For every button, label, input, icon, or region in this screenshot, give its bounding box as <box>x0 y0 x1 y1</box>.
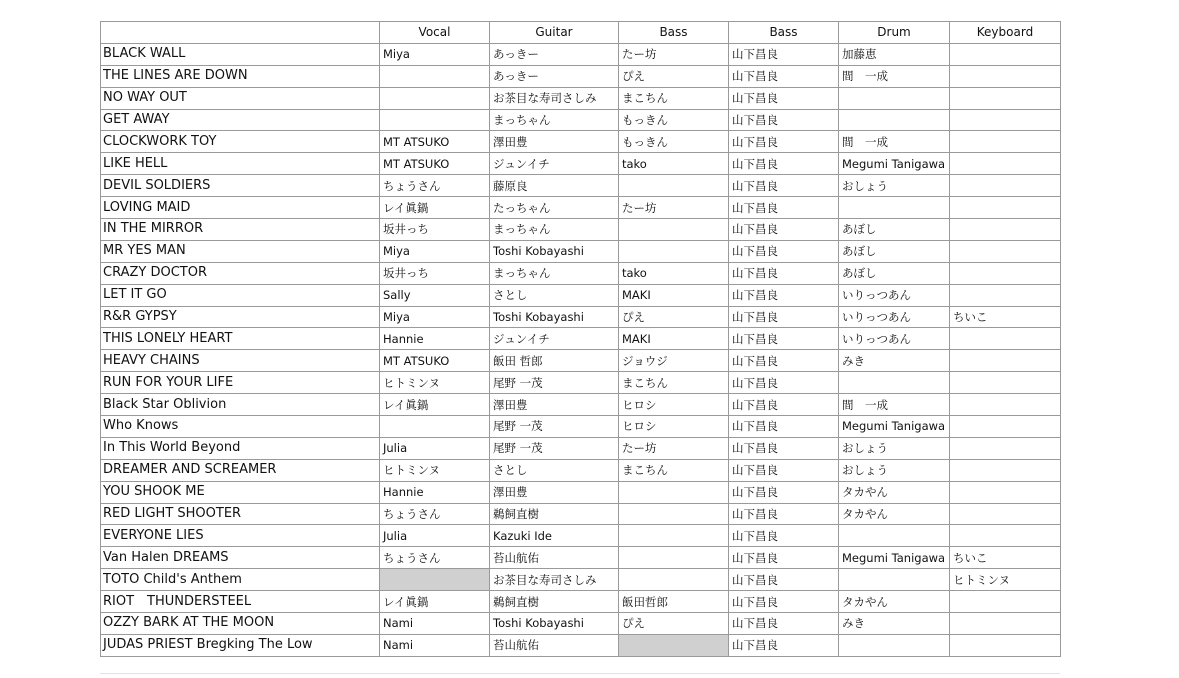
song-cell[interactable]: BLACK WALL <box>101 43 380 65</box>
keyboard-cell[interactable] <box>950 350 1061 372</box>
header-bass-1[interactable]: Bass <box>619 22 729 44</box>
drum-cell[interactable]: タカやん <box>839 481 950 503</box>
drum-cell[interactable] <box>839 525 950 547</box>
guitar-cell[interactable]: Toshi Kobayashi <box>490 613 619 635</box>
table-row <box>101 65 1061 87</box>
drum-cell[interactable]: 間 一成 <box>839 65 950 87</box>
song-cell[interactable]: GET AWAY <box>101 109 380 131</box>
bass-2-cell[interactable]: 山下昌良 <box>729 634 839 656</box>
bass-1-cell[interactable] <box>619 481 729 503</box>
guitar-cell[interactable]: 尾野 一茂 <box>490 372 619 394</box>
bass-2-cell[interactable]: 山下昌良 <box>729 197 839 219</box>
bass-1-cell[interactable] <box>619 175 729 197</box>
bass-2-cell[interactable]: 山下昌良 <box>729 219 839 241</box>
bass-1-cell[interactable] <box>619 240 729 262</box>
bass-2-cell[interactable]: 山下昌良 <box>729 262 839 284</box>
vocal-cell[interactable]: Hannie <box>380 481 490 503</box>
table-row <box>101 634 1061 656</box>
table-row <box>101 131 1061 153</box>
drum-cell[interactable]: タカやん <box>839 591 950 613</box>
guitar-cell[interactable]: 苔山航佑 <box>490 547 619 569</box>
bass-2-cell[interactable]: 山下昌良 <box>729 394 839 416</box>
table-body <box>101 43 1061 656</box>
guitar-cell[interactable]: 鵜飼直樹 <box>490 503 619 525</box>
song-cell[interactable]: YOU SHOOK ME <box>101 481 380 503</box>
vocal-cell[interactable]: Miya <box>380 240 490 262</box>
bass-2-cell[interactable]: 山下昌良 <box>729 306 839 328</box>
vocal-cell[interactable]: Nami <box>380 613 490 635</box>
vocal-cell[interactable]: ヒトミンヌ <box>380 459 490 481</box>
guitar-cell[interactable]: お茶目な寿司さしみ <box>490 569 619 591</box>
guitar-cell[interactable]: 飯田 哲郎 <box>490 350 619 372</box>
bass-1-cell[interactable] <box>619 219 729 241</box>
vocal-cell[interactable]: レイ眞鍋 <box>380 197 490 219</box>
table-row <box>101 503 1061 525</box>
table-row <box>101 591 1061 613</box>
drum-cell[interactable]: Megumi Tanigawa <box>839 547 950 569</box>
bass-1-cell[interactable] <box>619 569 729 591</box>
bass-2-cell[interactable]: 山下昌良 <box>729 547 839 569</box>
song-cell[interactable]: DEVIL SOLDIERS <box>101 175 380 197</box>
guitar-cell[interactable]: ジュンイチ <box>490 153 619 175</box>
table-row <box>101 262 1061 284</box>
bass-1-cell[interactable]: たー坊 <box>619 197 729 219</box>
song-cell[interactable]: Black Star Oblivion <box>101 394 380 416</box>
guitar-cell[interactable]: 澤田豊 <box>490 131 619 153</box>
vocal-cell[interactable]: Julia <box>380 525 490 547</box>
drum-cell[interactable]: 間 一成 <box>839 394 950 416</box>
table-row <box>101 350 1061 372</box>
song-cell[interactable]: LIKE HELL <box>101 153 380 175</box>
header-song[interactable] <box>101 22 380 44</box>
guitar-cell[interactable]: 藤原良 <box>490 175 619 197</box>
guitar-cell[interactable]: あっきー <box>490 43 619 65</box>
keyboard-cell[interactable]: ちいこ <box>950 306 1061 328</box>
header-vocal[interactable]: Vocal <box>380 22 490 44</box>
bass-1-cell[interactable]: ジョウジ <box>619 350 729 372</box>
song-cell[interactable]: RED LIGHT SHOOTER <box>101 503 380 525</box>
table-row <box>101 372 1061 394</box>
drum-cell[interactable] <box>839 372 950 394</box>
vocal-cell[interactable]: MT ATSUKO <box>380 131 490 153</box>
song-cell[interactable]: R&R GYPSY <box>101 306 380 328</box>
vocal-cell[interactable]: MT ATSUKO <box>380 153 490 175</box>
header-row <box>101 22 1061 44</box>
song-cell[interactable]: LET IT GO <box>101 284 380 306</box>
bass-1-cell[interactable]: 飯田哲郎 <box>619 591 729 613</box>
vocal-cell[interactable] <box>380 65 490 87</box>
drum-cell[interactable] <box>839 197 950 219</box>
bass-2-cell[interactable]: 山下昌良 <box>729 65 839 87</box>
guitar-cell[interactable]: 尾野 一茂 <box>490 437 619 459</box>
drum-cell[interactable] <box>839 87 950 109</box>
song-cell[interactable]: DREAMER AND SCREAMER <box>101 459 380 481</box>
bass-2-cell[interactable]: 山下昌良 <box>729 459 839 481</box>
drum-cell[interactable]: みき <box>839 350 950 372</box>
bass-1-cell[interactable] <box>619 503 729 525</box>
keyboard-cell[interactable] <box>950 109 1061 131</box>
bass-1-cell[interactable]: ぴえ <box>619 65 729 87</box>
drum-cell[interactable]: いりっつあん <box>839 284 950 306</box>
drum-cell[interactable]: 加藤恵 <box>839 43 950 65</box>
table-row <box>101 394 1061 416</box>
guitar-cell[interactable]: 澤田豊 <box>490 481 619 503</box>
table-row <box>101 328 1061 350</box>
table-row <box>101 416 1061 438</box>
drum-cell[interactable] <box>839 634 950 656</box>
bass-2-cell[interactable]: 山下昌良 <box>729 87 839 109</box>
keyboard-cell[interactable] <box>950 525 1061 547</box>
table-row <box>101 153 1061 175</box>
guitar-cell[interactable]: Toshi Kobayashi <box>490 306 619 328</box>
bass-2-cell[interactable]: 山下昌良 <box>729 481 839 503</box>
guitar-cell[interactable]: お茶目な寿司さしみ <box>490 87 619 109</box>
table-row <box>101 569 1061 591</box>
song-cell[interactable]: In This World Beyond <box>101 437 380 459</box>
vocal-cell[interactable] <box>380 87 490 109</box>
song-cell[interactable]: THIS LONELY HEART <box>101 328 380 350</box>
bass-1-cell[interactable]: まこちん <box>619 459 729 481</box>
keyboard-cell[interactable] <box>950 153 1061 175</box>
vocal-cell[interactable]: Hannie <box>380 328 490 350</box>
keyboard-cell[interactable] <box>950 634 1061 656</box>
vocal-cell[interactable]: レイ眞鍋 <box>380 591 490 613</box>
keyboard-cell[interactable] <box>950 328 1061 350</box>
bass-1-cell[interactable]: たー坊 <box>619 437 729 459</box>
bass-2-cell[interactable]: 山下昌良 <box>729 43 839 65</box>
bass-2-cell[interactable]: 山下昌良 <box>729 613 839 635</box>
keyboard-cell[interactable] <box>950 262 1061 284</box>
bass-1-cell[interactable]: もっきん <box>619 109 729 131</box>
bass-1-cell[interactable] <box>619 547 729 569</box>
table-row <box>101 219 1061 241</box>
drum-cell[interactable]: おしょう <box>839 437 950 459</box>
drum-cell[interactable]: おしょう <box>839 459 950 481</box>
keyboard-cell[interactable] <box>950 459 1061 481</box>
drum-cell[interactable]: タカやん <box>839 503 950 525</box>
bass-2-cell[interactable]: 山下昌良 <box>729 109 839 131</box>
song-cell[interactable]: NO WAY OUT <box>101 87 380 109</box>
drum-cell[interactable]: あぼし <box>839 240 950 262</box>
table-row <box>101 87 1061 109</box>
song-cell[interactable]: EVERYONE LIES <box>101 525 380 547</box>
bass-2-cell[interactable]: 山下昌良 <box>729 591 839 613</box>
guitar-cell[interactable]: 苔山航佑 <box>490 634 619 656</box>
bass-1-cell[interactable] <box>619 525 729 547</box>
table-row <box>101 197 1061 219</box>
drum-cell[interactable]: Megumi Tanigawa <box>839 153 950 175</box>
guitar-cell[interactable]: 澤田豊 <box>490 394 619 416</box>
table-row <box>101 481 1061 503</box>
keyboard-cell[interactable] <box>950 394 1061 416</box>
song-cell[interactable]: Van Halen DREAMS <box>101 547 380 569</box>
keyboard-cell[interactable] <box>950 87 1061 109</box>
drum-cell[interactable] <box>839 569 950 591</box>
guitar-cell[interactable]: さとし <box>490 459 619 481</box>
guitar-cell[interactable]: まっちゃん <box>490 109 619 131</box>
bass-2-cell[interactable]: 山下昌良 <box>729 416 839 438</box>
bass-1-cell[interactable]: まこちん <box>619 372 729 394</box>
keyboard-cell[interactable] <box>950 43 1061 65</box>
song-cell[interactable]: HEAVY CHAINS <box>101 350 380 372</box>
table-row <box>101 437 1061 459</box>
table-row <box>101 240 1061 262</box>
table-row <box>101 109 1061 131</box>
keyboard-cell[interactable]: ちいこ <box>950 547 1061 569</box>
vocal-cell[interactable]: Miya <box>380 306 490 328</box>
table-row <box>101 43 1061 65</box>
lineup-spreadsheet <box>100 21 1061 657</box>
vocal-cell[interactable]: ヒトミンヌ <box>380 372 490 394</box>
bass-1-cell[interactable]: ぴえ <box>619 613 729 635</box>
drum-cell[interactable]: いりっつあん <box>839 328 950 350</box>
guitar-cell[interactable]: 尾野 一茂 <box>490 416 619 438</box>
bass-1-cell[interactable]: tako <box>619 262 729 284</box>
guitar-cell[interactable]: Kazuki Ide <box>490 525 619 547</box>
keyboard-cell[interactable] <box>950 481 1061 503</box>
keyboard-cell[interactable] <box>950 437 1061 459</box>
guitar-cell[interactable]: ジュンイチ <box>490 328 619 350</box>
drum-cell[interactable]: あぼし <box>839 219 950 241</box>
drum-cell[interactable]: おしょう <box>839 175 950 197</box>
keyboard-cell[interactable] <box>950 591 1061 613</box>
keyboard-cell[interactable] <box>950 65 1061 87</box>
bass-2-cell[interactable]: 山下昌良 <box>729 525 839 547</box>
keyboard-cell[interactable] <box>950 284 1061 306</box>
bass-2-cell[interactable]: 山下昌良 <box>729 175 839 197</box>
vocal-cell[interactable] <box>380 109 490 131</box>
keyboard-cell[interactable] <box>950 240 1061 262</box>
vocal-cell[interactable]: Miya <box>380 43 490 65</box>
bass-1-cell[interactable]: MAKI <box>619 328 729 350</box>
sheet-bottom-rule <box>100 673 1060 674</box>
vocal-cell[interactable]: 坂井っち <box>380 262 490 284</box>
song-cell[interactable]: OZZY BARK AT THE MOON <box>101 613 380 635</box>
bass-2-cell[interactable]: 山下昌良 <box>729 240 839 262</box>
bass-1-cell[interactable]: tako <box>619 153 729 175</box>
bass-1-cell[interactable]: まこちん <box>619 87 729 109</box>
bass-2-cell[interactable]: 山下昌良 <box>729 503 839 525</box>
bass-2-cell[interactable]: 山下昌良 <box>729 569 839 591</box>
table-row <box>101 613 1061 635</box>
bass-1-cell[interactable]: MAKI <box>619 284 729 306</box>
table-row <box>101 284 1061 306</box>
guitar-cell[interactable]: 鵜飼直樹 <box>490 591 619 613</box>
guitar-cell[interactable]: まっちゃん <box>490 262 619 284</box>
vocal-cell[interactable]: ちょうさん <box>380 175 490 197</box>
keyboard-cell[interactable] <box>950 372 1061 394</box>
guitar-cell[interactable]: まっちゃん <box>490 219 619 241</box>
bass-2-cell[interactable]: 山下昌良 <box>729 131 839 153</box>
drum-cell[interactable]: 間 一成 <box>839 131 950 153</box>
drum-cell[interactable]: Megumi Tanigawa <box>839 416 950 438</box>
song-cell[interactable]: IN THE MIRROR <box>101 219 380 241</box>
vocal-cell[interactable]: ちょうさん <box>380 503 490 525</box>
song-cell[interactable]: RUN FOR YOUR LIFE <box>101 372 380 394</box>
guitar-cell[interactable]: Toshi Kobayashi <box>490 240 619 262</box>
vocal-cell[interactable]: ちょうさん <box>380 547 490 569</box>
guitar-cell[interactable]: あっきー <box>490 65 619 87</box>
song-cell[interactable]: MR YES MAN <box>101 240 380 262</box>
song-cell[interactable]: TOTO Child's Anthem <box>101 569 380 591</box>
keyboard-cell[interactable] <box>950 197 1061 219</box>
vocal-cell[interactable]: Julia <box>380 437 490 459</box>
bass-1-cell[interactable]: ぴえ <box>619 306 729 328</box>
keyboard-cell[interactable]: ヒトミンヌ <box>950 569 1061 591</box>
keyboard-cell[interactable] <box>950 175 1061 197</box>
bass-2-cell[interactable]: 山下昌良 <box>729 153 839 175</box>
bass-1-cell[interactable]: ヒロシ <box>619 394 729 416</box>
vocal-cell[interactable]: Sally <box>380 284 490 306</box>
header-keyboard[interactable]: Keyboard <box>950 22 1061 44</box>
song-cell[interactable]: CRAZY DOCTOR <box>101 262 380 284</box>
header-bass-2[interactable]: Bass <box>729 22 839 44</box>
header-drum[interactable]: Drum <box>839 22 950 44</box>
table-row <box>101 459 1061 481</box>
keyboard-cell[interactable] <box>950 613 1061 635</box>
bass-1-cell[interactable]: もっきん <box>619 131 729 153</box>
bass-2-cell[interactable]: 山下昌良 <box>729 284 839 306</box>
table-row <box>101 547 1061 569</box>
drum-cell[interactable]: みき <box>839 613 950 635</box>
vocal-cell[interactable]: レイ眞鍋 <box>380 394 490 416</box>
bass-1-cell[interactable] <box>619 634 729 656</box>
drum-cell[interactable] <box>839 109 950 131</box>
vocal-cell[interactable]: MT ATSUKO <box>380 350 490 372</box>
song-cell[interactable]: JUDAS PRIEST Bregking The Low <box>101 634 380 656</box>
bass-2-cell[interactable]: 山下昌良 <box>729 372 839 394</box>
song-cell[interactable]: Who Knows <box>101 416 380 438</box>
guitar-cell[interactable]: たっちゃん <box>490 197 619 219</box>
table-row <box>101 175 1061 197</box>
song-cell[interactable]: RIOT THUNDERSTEEL <box>101 591 380 613</box>
table-row <box>101 525 1061 547</box>
song-cell[interactable]: LOVING MAID <box>101 197 380 219</box>
song-cell[interactable]: CLOCKWORK TOY <box>101 131 380 153</box>
song-cell[interactable]: THE LINES ARE DOWN <box>101 65 380 87</box>
vocal-cell[interactable]: 坂井っち <box>380 219 490 241</box>
keyboard-cell[interactable] <box>950 503 1061 525</box>
bass-1-cell[interactable]: たー坊 <box>619 43 729 65</box>
header-guitar[interactable]: Guitar <box>490 22 619 44</box>
bass-2-cell[interactable]: 山下昌良 <box>729 437 839 459</box>
guitar-cell[interactable]: さとし <box>490 284 619 306</box>
table-row <box>101 306 1061 328</box>
keyboard-cell[interactable] <box>950 131 1061 153</box>
bass-1-cell[interactable]: ヒロシ <box>619 416 729 438</box>
keyboard-cell[interactable] <box>950 219 1061 241</box>
drum-cell[interactable]: あぼし <box>839 262 950 284</box>
keyboard-cell[interactable] <box>950 416 1061 438</box>
vocal-cell[interactable] <box>380 569 490 591</box>
vocal-cell[interactable] <box>380 416 490 438</box>
vocal-cell[interactable]: Nami <box>380 634 490 656</box>
bass-2-cell[interactable]: 山下昌良 <box>729 328 839 350</box>
drum-cell[interactable]: いりっつあん <box>839 306 950 328</box>
bass-2-cell[interactable]: 山下昌良 <box>729 350 839 372</box>
